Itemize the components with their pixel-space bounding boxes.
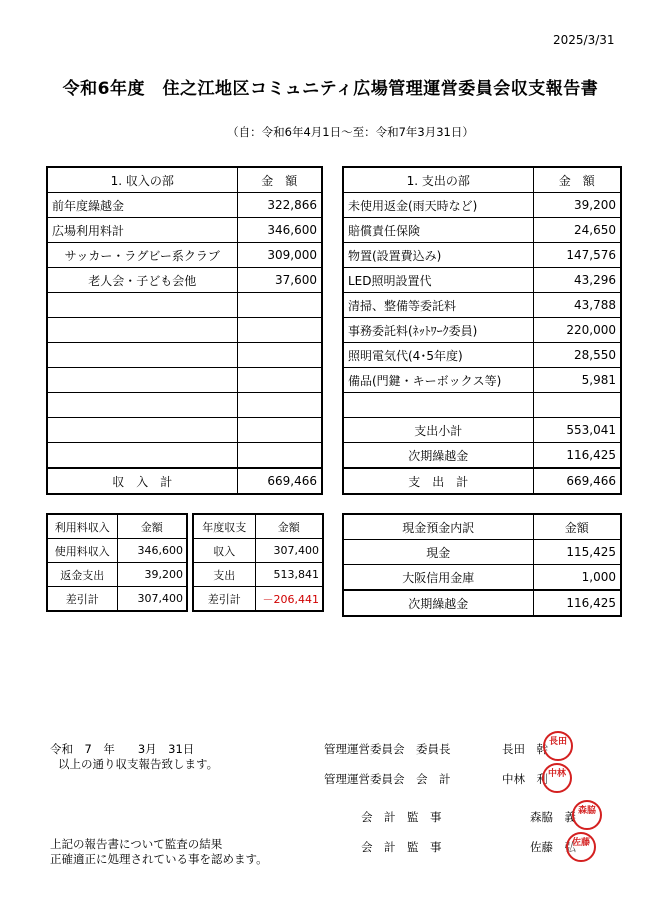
signature-name-chair: 長田 幹 xyxy=(502,742,548,756)
expense-carry-row xyxy=(343,443,621,469)
table-row xyxy=(343,218,621,243)
income-item-label: サッカー・ラグビー系クラブ xyxy=(47,243,237,268)
expense-item-amount: 43,788 xyxy=(533,293,621,318)
hanko-seal-icon: 長田 xyxy=(543,731,573,761)
table-row xyxy=(47,563,187,587)
usage-row-amount: 39,200 xyxy=(117,563,187,587)
usage-header-amount: 金額 xyxy=(117,514,187,539)
expense-item-label: 事務委託料(ﾈｯﾄﾜｰｸ委員) xyxy=(343,318,533,343)
expense-total-label: 支 出 計 xyxy=(343,468,533,494)
table-row xyxy=(47,539,187,563)
signature-role-auditor-2: 会 計 監 事 xyxy=(361,840,442,854)
expense-header-amount: 金 額 xyxy=(533,167,621,193)
expense-item-label: 賠償責任保険 xyxy=(343,218,533,243)
expense-item-amount: 43,296 xyxy=(533,268,621,293)
income-item-label: 前年度繰越金 xyxy=(47,193,237,218)
annual-header-amount: 金額 xyxy=(255,514,323,539)
table-row xyxy=(47,293,322,318)
table-row xyxy=(47,587,187,612)
expense-item-label: 備品(門鍵・キーボックス等) xyxy=(343,368,533,393)
table-row xyxy=(343,540,621,565)
cash-row-amount: 115,425 xyxy=(533,540,621,565)
table-row xyxy=(47,393,322,418)
usage-header-label: 利用料収入 xyxy=(47,514,117,539)
expense-total-row xyxy=(343,468,621,494)
expense-item-label: 清掃、整備等委託料 xyxy=(343,293,533,318)
expense-item-label: 未使用返金(雨天時など) xyxy=(343,193,533,218)
signature-name-auditor-2: 佐藤 弘 xyxy=(530,840,576,854)
table-row xyxy=(193,539,323,563)
expense-item-amount: 5,981 xyxy=(533,368,621,393)
table-row xyxy=(343,293,621,318)
cash-row-amount: 116,425 xyxy=(533,590,621,616)
cash-breakdown-table xyxy=(342,513,622,617)
expense-item-label: 物置(設置費込み) xyxy=(343,243,533,268)
expense-item-label: 照明電気代(4･5年度) xyxy=(343,343,533,368)
expense-subtotal-label: 支出小計 xyxy=(343,418,533,443)
annual-header-label: 年度収支 xyxy=(193,514,255,539)
annual-row-label: 支出 xyxy=(193,563,255,587)
income-total-label: 収 入 計 xyxy=(47,468,237,494)
expense-subtotal-row xyxy=(343,418,621,443)
expense-item-amount: 147,576 xyxy=(533,243,621,268)
table-row xyxy=(47,268,322,293)
report-date: 2025/3/31 xyxy=(553,33,615,47)
expense-total-amount: 669,466 xyxy=(533,468,621,494)
table-row xyxy=(47,318,322,343)
expense-item-label: LED照明設置代 xyxy=(343,268,533,293)
income-item-amount: 322,866 xyxy=(237,193,322,218)
income-total-amount: 669,466 xyxy=(237,468,322,494)
income-item-label: 老人会・子ども会他 xyxy=(47,268,237,293)
cash-row-label: 次期繰越金 xyxy=(343,590,533,616)
annual-row-amount: 307,400 xyxy=(255,539,323,563)
income-item-amount: 37,600 xyxy=(237,268,322,293)
annual-row-label: 差引計 xyxy=(193,587,255,612)
table-row xyxy=(47,243,322,268)
expense-carry-label: 次期繰越金 xyxy=(343,443,533,469)
cash-header-amount: 金額 xyxy=(533,514,621,540)
signature-role-auditor-1: 会 計 監 事 xyxy=(361,810,442,824)
expense-item-amount: 28,550 xyxy=(533,343,621,368)
hanko-seal-icon: 佐藤 xyxy=(566,832,596,862)
income-header-amount: 金 額 xyxy=(237,167,322,193)
cash-row-label: 現金 xyxy=(343,540,533,565)
annual-balance-table xyxy=(192,513,324,612)
audit-statement-line2: 正確適正に処理されている事を認めます。 xyxy=(50,852,268,866)
table-row xyxy=(343,268,621,293)
table-row xyxy=(343,590,621,616)
expense-item-amount: 24,650 xyxy=(533,218,621,243)
table-row xyxy=(193,563,323,587)
table-row xyxy=(343,343,621,368)
expense-table xyxy=(342,166,622,495)
table-row xyxy=(343,243,621,268)
hanko-seal-icon: 森脇 xyxy=(572,800,602,830)
usage-row-amount: 346,600 xyxy=(117,539,187,563)
table-row xyxy=(343,565,621,591)
usage-row-label: 使用料収入 xyxy=(47,539,117,563)
annual-row-amount: －206,441 xyxy=(255,587,323,612)
annual-row-amount: 513,841 xyxy=(255,563,323,587)
table-row xyxy=(193,587,323,612)
table-row xyxy=(47,418,322,443)
table-row xyxy=(47,218,322,243)
usage-fee-table xyxy=(46,513,188,612)
footer-report-line: 以上の通り収支報告致します。 xyxy=(58,757,219,771)
income-item-amount: 346,600 xyxy=(237,218,322,243)
income-table xyxy=(46,166,323,495)
signature-role-treasurer: 管理運営委員会 会 計 xyxy=(324,772,451,786)
hanko-seal-icon: 中林 xyxy=(542,763,572,793)
table-row xyxy=(343,193,621,218)
cash-header-label: 現金預金内訳 xyxy=(343,514,533,540)
income-header-label: 1. 収入の部 xyxy=(47,167,237,193)
income-item-label: 広場利用料計 xyxy=(47,218,237,243)
expense-item-amount: 39,200 xyxy=(533,193,621,218)
report-title: 令和6年度 住之江地区コミュニティ広場管理運営委員会収支報告書 xyxy=(62,79,599,99)
audit-statement-line1: 上記の報告書について監査の結果 xyxy=(50,837,223,851)
income-total-row xyxy=(47,468,322,494)
table-row xyxy=(343,368,621,393)
expense-item-amount: 220,000 xyxy=(533,318,621,343)
signature-name-auditor-1: 森脇 義 xyxy=(530,810,576,824)
usage-row-amount: 307,400 xyxy=(117,587,187,612)
table-row xyxy=(343,318,621,343)
table-row xyxy=(47,443,322,469)
expense-header-label: 1. 支出の部 xyxy=(343,167,533,193)
expense-subtotal-amount: 553,041 xyxy=(533,418,621,443)
footer-date: 令和 7 年 3月 31日 xyxy=(50,742,195,756)
annual-row-label: 収入 xyxy=(193,539,255,563)
signature-role-chair: 管理運営委員会 委員長 xyxy=(324,742,451,756)
cash-row-amount: 1,000 xyxy=(533,565,621,591)
table-row xyxy=(47,368,322,393)
usage-row-label: 返金支出 xyxy=(47,563,117,587)
table-row xyxy=(343,393,621,418)
cash-row-label: 大阪信用金庫 xyxy=(343,565,533,591)
usage-row-label: 差引計 xyxy=(47,587,117,612)
report-period: （自：令和6年4月1日～至：令和7年3月31日） xyxy=(227,125,474,139)
signature-name-treasurer: 中林 利 xyxy=(502,772,548,786)
table-row xyxy=(47,193,322,218)
income-item-amount: 309,000 xyxy=(237,243,322,268)
expense-carry-amount: 116,425 xyxy=(533,443,621,469)
table-row xyxy=(47,343,322,368)
